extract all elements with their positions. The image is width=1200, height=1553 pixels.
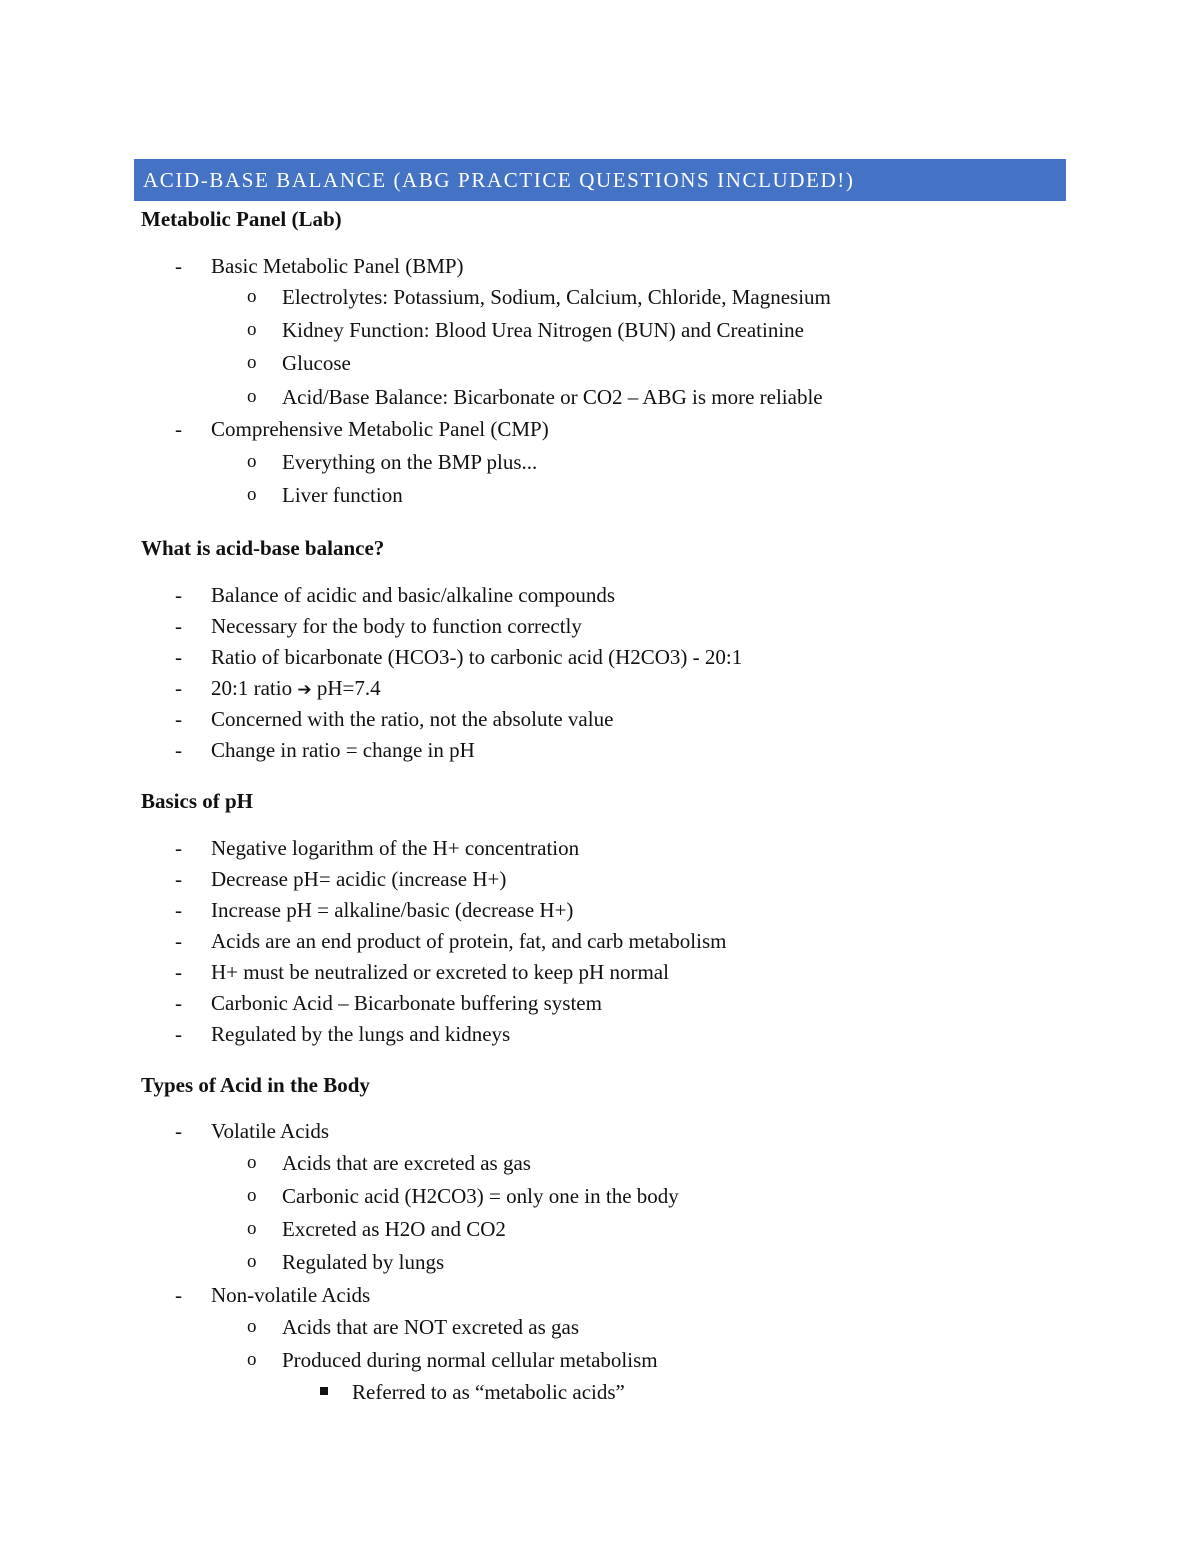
square-bullet-icon bbox=[320, 1387, 328, 1395]
heading-types-of-acid: Types of Acid in the Body bbox=[141, 1073, 370, 1097]
circle-bullet: o bbox=[247, 451, 257, 472]
sub-list-item-text: Electrolytes: Potassium, Sodium, Calcium, Chloride, Magnesium bbox=[282, 285, 831, 309]
list-item bbox=[0, 960, 1200, 986]
sub-sub-list-item-text: Referred to as “metabolic acids” bbox=[352, 1380, 625, 1404]
sub-list-item-text: Kidney Function: Blood Urea Nitrogen (BUN) and Creatinine bbox=[282, 318, 804, 342]
list-item bbox=[0, 614, 1200, 640]
dash-bullet: - bbox=[175, 867, 182, 891]
dash-bullet: - bbox=[175, 645, 182, 669]
list-item-text: Acids are an end product of protein, fat, and carb metabolism bbox=[211, 929, 727, 953]
list-item-text: Negative logarithm of the H+ concentration bbox=[211, 836, 580, 860]
list-item bbox=[0, 867, 1200, 893]
circle-bullet: o bbox=[247, 386, 257, 407]
list-item-text bbox=[211, 676, 381, 702]
list-item bbox=[0, 254, 1200, 280]
sub-list-item bbox=[0, 450, 1200, 476]
circle-bullet: o bbox=[247, 484, 257, 505]
dash-bullet: - bbox=[175, 836, 182, 860]
circle-bullet: o bbox=[247, 1185, 257, 1206]
sub-list-item-text: Carbonic acid (H2CO3) = only one in the body bbox=[282, 1184, 679, 1208]
list-item bbox=[0, 1119, 1200, 1145]
sub-list-item bbox=[0, 285, 1200, 311]
dash-bullet: - bbox=[175, 929, 182, 953]
circle-bullet: o bbox=[247, 1316, 257, 1337]
sub-list-item-text: Excreted as H2O and CO2 bbox=[282, 1217, 506, 1241]
ratio-result: pH=7.4 bbox=[316, 676, 381, 700]
list-item bbox=[0, 417, 1200, 443]
ratio-label: 20:1 ratio bbox=[211, 676, 293, 700]
list-item bbox=[0, 707, 1200, 733]
list-item bbox=[0, 898, 1200, 924]
dash-bullet: - bbox=[175, 583, 182, 607]
sub-list-item-text: Regulated by lungs bbox=[282, 1250, 445, 1274]
list-item-text: Balance of acidic and basic/alkaline compounds bbox=[211, 583, 616, 607]
sub-list-item bbox=[0, 351, 1200, 377]
list-item bbox=[0, 738, 1200, 764]
list-item-text: Regulated by the lungs and kidneys bbox=[211, 1022, 511, 1046]
circle-bullet: o bbox=[247, 1152, 257, 1173]
circle-bullet: o bbox=[247, 319, 257, 340]
list-item-text: Comprehensive Metabolic Panel (CMP) bbox=[211, 417, 549, 441]
list-item-text: Non-volatile Acids bbox=[211, 1283, 371, 1307]
list-item bbox=[0, 676, 1200, 702]
circle-bullet: o bbox=[247, 1251, 257, 1272]
dash-bullet: - bbox=[175, 738, 182, 762]
sub-list-item-text: Produced during normal cellular metabolism bbox=[282, 1348, 658, 1372]
heading-what-is: What is acid-base balance? bbox=[141, 536, 385, 560]
sub-list-item bbox=[0, 1315, 1200, 1341]
list-item bbox=[0, 1283, 1200, 1309]
list-item-text: Ratio of bicarbonate (HCO3-) to carbonic acid (H2CO3) - 20:1 bbox=[211, 645, 743, 669]
list-item bbox=[0, 1022, 1200, 1048]
sub-list-item bbox=[0, 1250, 1200, 1276]
list-item-text: Necessary for the body to function correctly bbox=[211, 614, 582, 638]
sub-list-item-text: Everything on the BMP plus... bbox=[282, 450, 538, 474]
sub-list-item bbox=[0, 1184, 1200, 1210]
dash-bullet: - bbox=[175, 254, 182, 278]
list-item bbox=[0, 645, 1200, 671]
arrow-right-icon: ➔ bbox=[297, 680, 312, 700]
list-item-text: H+ must be neutralized or excreted to keep pH normal bbox=[211, 960, 669, 984]
circle-bullet: o bbox=[247, 1218, 257, 1239]
document-title: ACID-BASE BALANCE (ABG PRACTICE QUESTIONS INCLUDED!) bbox=[143, 167, 855, 192]
dash-bullet: - bbox=[175, 1119, 182, 1143]
list-item bbox=[0, 583, 1200, 609]
list-item-text: Decrease pH= acidic (increase H+) bbox=[211, 867, 507, 891]
sub-list-item bbox=[0, 318, 1200, 344]
dash-bullet: - bbox=[175, 898, 182, 922]
sub-list-item-text: Glucose bbox=[282, 351, 351, 375]
dash-bullet: - bbox=[175, 960, 182, 984]
list-item-text: Concerned with the ratio, not the absolute value bbox=[211, 707, 614, 731]
dash-bullet: - bbox=[175, 707, 182, 731]
list-item-text: Basic Metabolic Panel (BMP) bbox=[211, 254, 464, 278]
sub-list-item-text: Acids that are excreted as gas bbox=[282, 1151, 531, 1175]
sub-list-item bbox=[0, 1348, 1200, 1374]
dash-bullet: - bbox=[175, 1022, 182, 1046]
list-item-text: Change in ratio = change in pH bbox=[211, 738, 475, 762]
sub-list-item-text: Acids that are NOT excreted as gas bbox=[282, 1315, 579, 1339]
title-banner bbox=[134, 159, 1066, 201]
sub-list-item bbox=[0, 1217, 1200, 1243]
circle-bullet: o bbox=[247, 352, 257, 373]
dash-bullet: - bbox=[175, 614, 182, 638]
dash-bullet: - bbox=[175, 417, 182, 441]
sub-list-item bbox=[0, 1151, 1200, 1177]
circle-bullet: o bbox=[247, 286, 257, 307]
sub-list-item bbox=[0, 385, 1200, 411]
sub-list-item-text: Acid/Base Balance: Bicarbonate or CO2 – ABG is more reliable bbox=[282, 385, 823, 409]
list-item-text: Increase pH = alkaline/basic (decrease H+) bbox=[211, 898, 574, 922]
list-item-text: Carbonic Acid – Bicarbonate buffering system bbox=[211, 991, 602, 1015]
sub-sub-list-item bbox=[0, 1380, 1200, 1406]
dash-bullet: - bbox=[175, 991, 182, 1015]
circle-bullet: o bbox=[247, 1349, 257, 1370]
list-item bbox=[0, 836, 1200, 862]
heading-metabolic-panel: Metabolic Panel (Lab) bbox=[141, 207, 342, 231]
list-item bbox=[0, 991, 1200, 1017]
list-item-text: Volatile Acids bbox=[211, 1119, 330, 1143]
sub-list-item-text: Liver function bbox=[282, 483, 403, 507]
sub-list-item bbox=[0, 483, 1200, 509]
dash-bullet: - bbox=[175, 676, 182, 700]
list-item bbox=[0, 929, 1200, 955]
heading-basics-ph: Basics of pH bbox=[141, 789, 254, 813]
dash-bullet: - bbox=[175, 1283, 182, 1307]
